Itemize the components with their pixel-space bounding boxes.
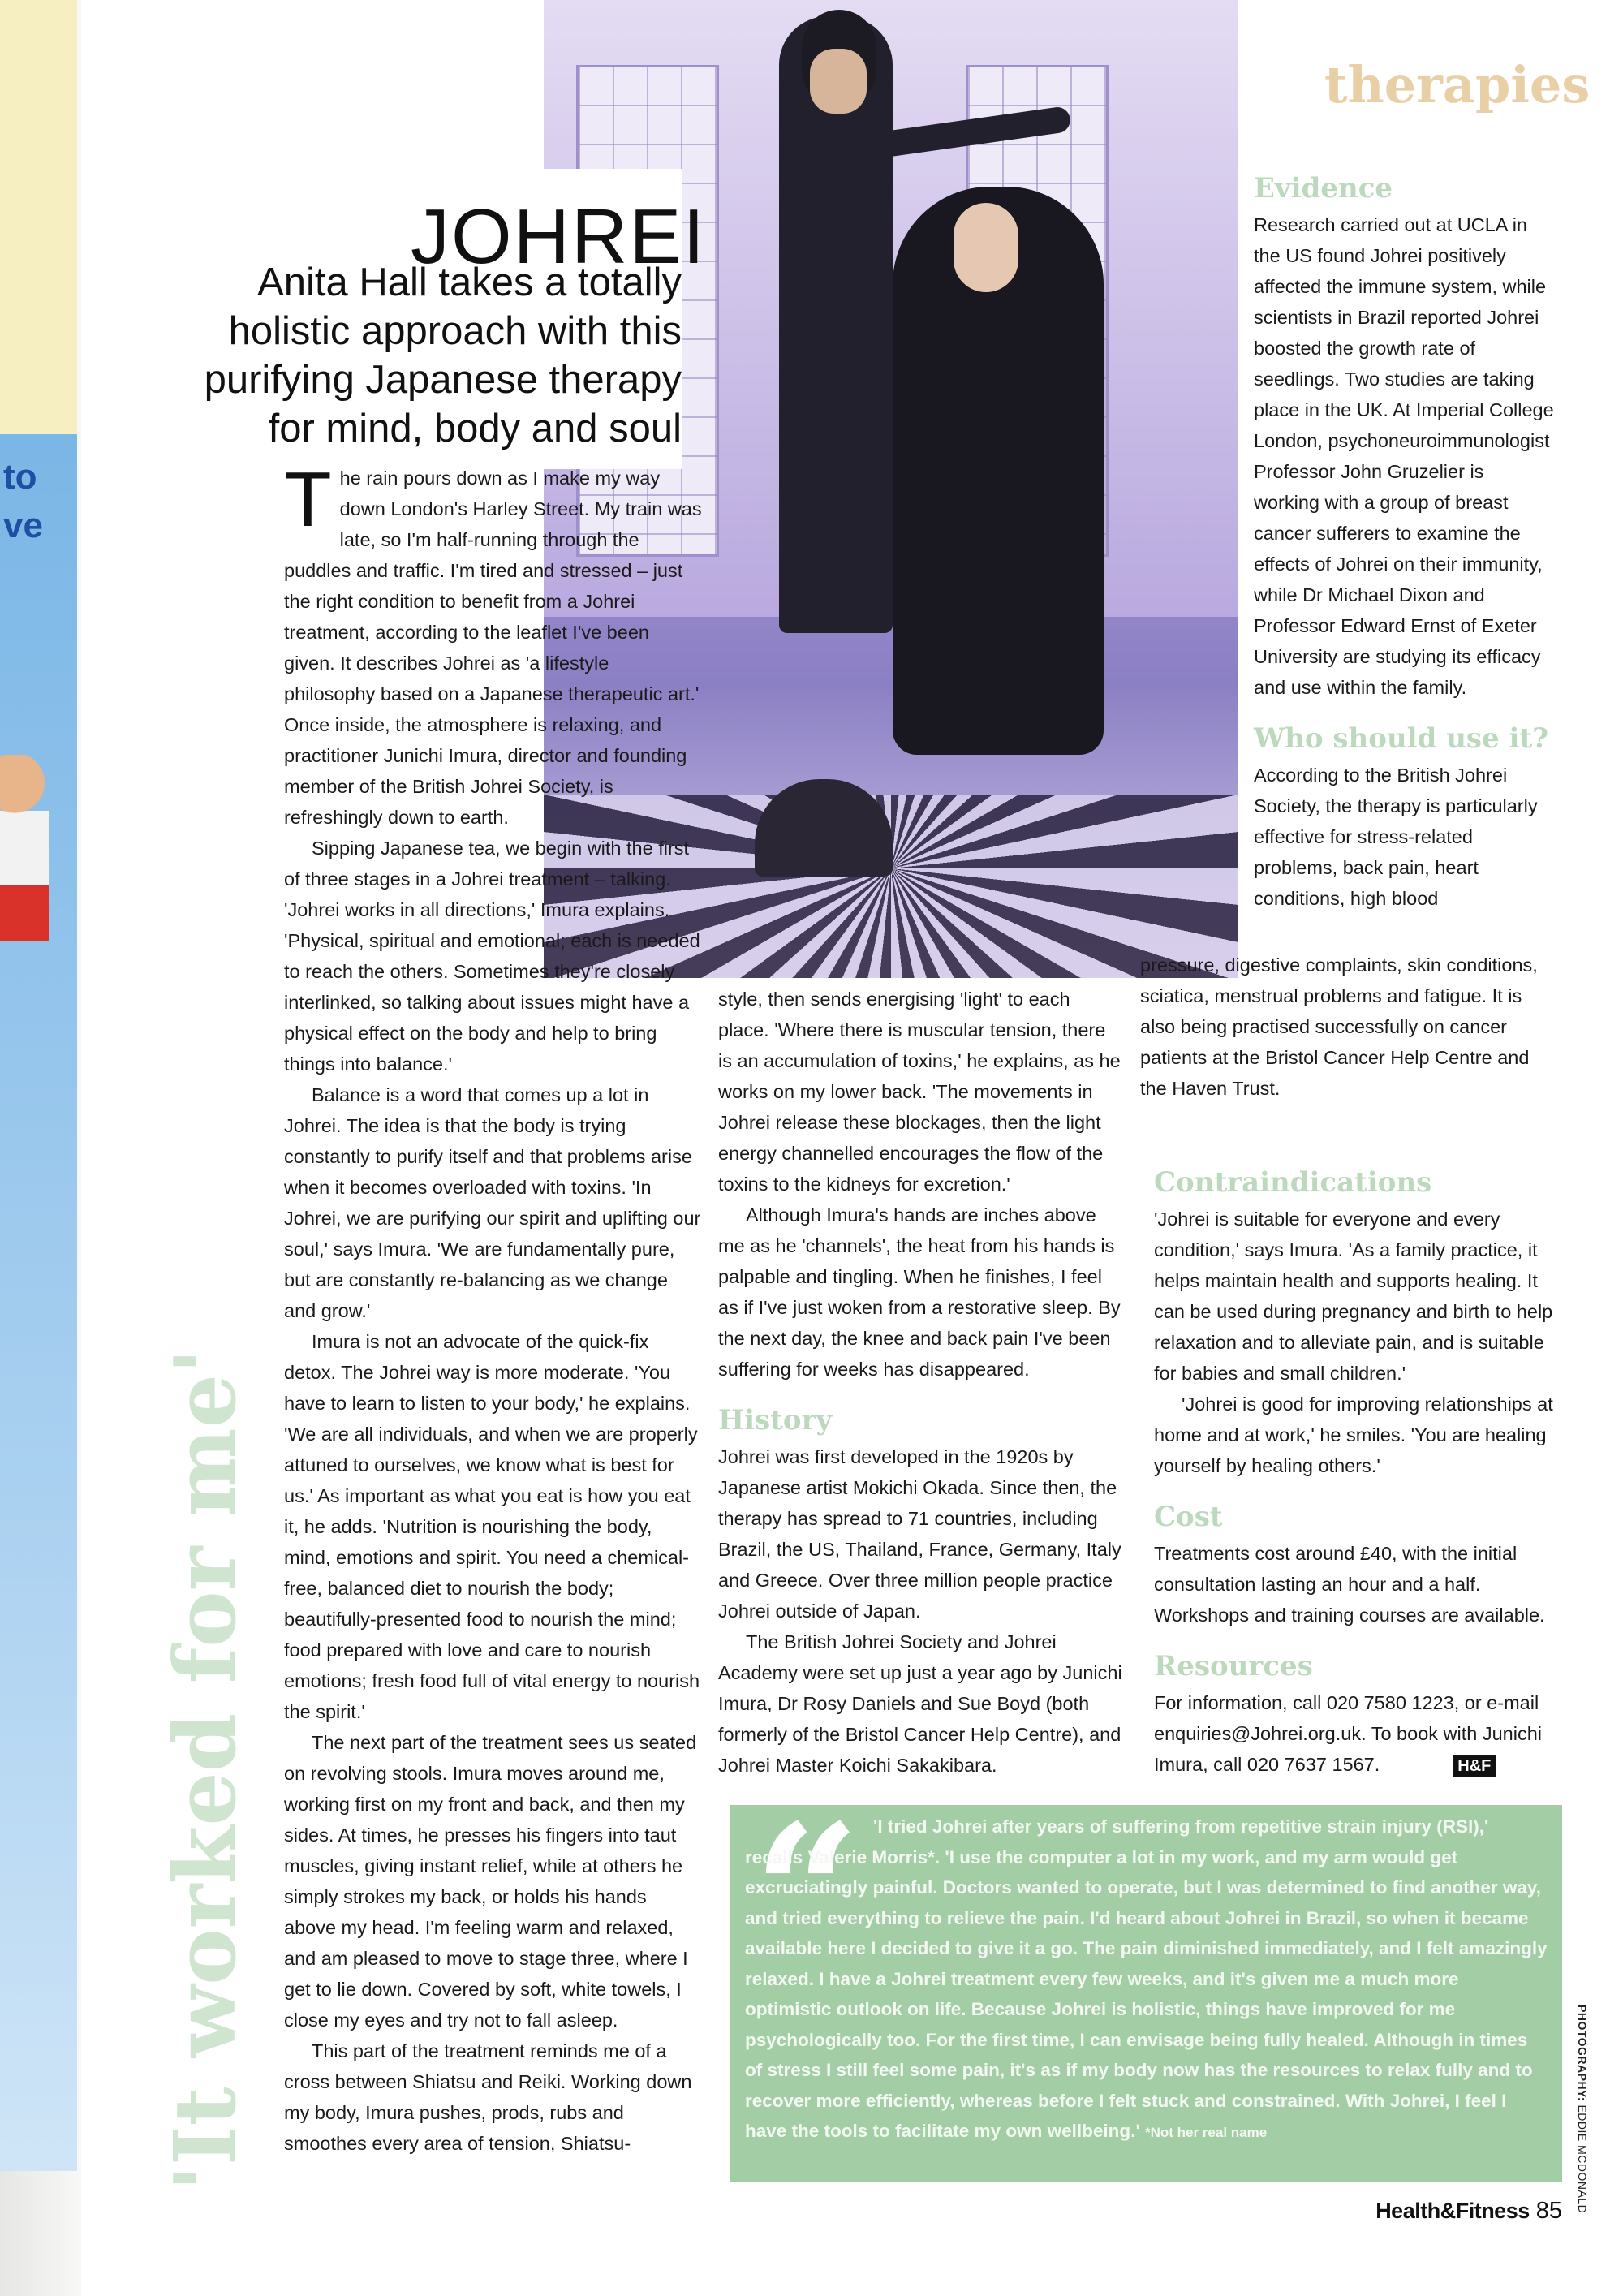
article-column-2	[718, 984, 1124, 1781]
paragraph: For information, call 020 7580 1223, or e-mail enquiries@Johrei.org.uk. To book with Junichi Imura, call 020 7637 1567.	[1154, 1692, 1543, 1775]
page-footer	[1307, 2198, 1562, 2225]
paragraph: he rain pours down as I make my way down London's Harley Street. My train was late, so I'm half-running through the puddles and traffic. I'm tired and stressed – just the right condition to benefit from a Johrei treatment, according to the leaflet I've been given. It describes Johrei as 'a lifestyle philosophy based on a Japanese therapeutic art.' Once inside, the atmosphere is relaxing, and practitioner Junichi Imura, director and founding member of the British Johrei Society, is refreshingly down to earth.	[284, 467, 702, 828]
photo-client-face	[954, 203, 1018, 292]
facing-page-blue-block	[0, 434, 77, 2171]
photo-stool	[755, 779, 893, 877]
article-standfirst: Anita Hall takes a totally holistic approach with this purifying Japanese therapy for mind, body and soul	[204, 261, 682, 450]
facing-page-yellow-block	[0, 0, 77, 434]
end-mark-badge: H&F	[1453, 1755, 1496, 1777]
facing-page-edge	[0, 0, 77, 2296]
paragraph: The British Johrei Society and Johrei Academy were set up just a year ago by Junichi Imura, Dr Rosy Daniels and Sue Boyd (both formerly of the Bristol Cancer Help Centre), and Johrei Master Koichi Sakakibara.	[718, 1631, 1122, 1776]
magazine-name: Health&Fitness	[1375, 2199, 1530, 2223]
paragraph: According to the British Johrei Society, the therapy is particularly effective for stress-related problems, back pain, heart conditions, high blood	[1254, 765, 1538, 909]
sidebar-column-top	[1254, 170, 1554, 914]
testimonial-heading: 'It worked for me'	[155, 1348, 255, 2191]
photo-credit-name: EDDIE MCDONALD	[1576, 2104, 1589, 2214]
facing-page-text-2: ve	[3, 506, 43, 545]
paragraph: 'Johrei is good for improving relationships at home and at work,' he smiles. 'You are healing yourself by healing others.'	[1154, 1394, 1553, 1476]
facing-page-text-1: to	[3, 457, 37, 497]
quote-mark-icon: “	[753, 1784, 861, 2003]
who-should-use-heading: Who should use it?	[1254, 722, 1549, 755]
paragraph: Imura is not an advocate of the quick-fix detox. The Johrei way is more moderate. 'You have to learn to listen to your body,' he explains. 'We are all individuals, and when we are properly attuned to ourselves, we know what is best for us.' As important as what you eat is how you eat it, he adds. 'Nutrition is nourishing the body, mind, emotions and spirit. You need a chemical-free, balanced diet to nourish the body; beautifully-presented food to nourish the mind; food prepared with love and care to nourish emotions; fresh food full of vital energy to nourish the spirit.'	[284, 1331, 700, 1722]
page-number: 85	[1535, 2198, 1562, 2224]
paragraph: Johrei was first developed in the 1920s by Japanese artist Mokichi Okada. Since then, the therapy has spread to 71 countries, including Brazil, the US, Thailand, France, Germany, Italy and Greece. Over three million people practice Johrei outside of Japan.	[718, 1446, 1121, 1622]
photo-credit-label: PHOTOGRAPHY:	[1576, 2005, 1589, 2102]
sidebar-column-bottom	[1154, 1165, 1560, 1780]
article-title: JOHREI	[411, 193, 707, 280]
testimonial-text	[745, 1811, 1548, 2148]
paragraph: Research carried out at UCLA in the US found Johrei positively affected the immune system, while scientists in Brazil reported Johrei boosted the growth rate of seedlings. Two studies are taking place in the UK. At Imperial College London, psychoneuroimmunologist Professor John Gruzelier is working with a group of breast cancer sufferers to examine the effects of Johrei on their immunity, while Dr Michael Dixon and Professor Edward Ernst of Exeter University are studying its efficacy and use within the family.	[1254, 214, 1554, 698]
paragraph: Treatments cost around £40, with the initial consultation lasting an hour and a half. Workshops and training courses are available.	[1154, 1543, 1545, 1626]
paragraph: 'Johrei is suitable for everyone and every condition,' says Imura. 'As a family practice, it helps maintain health and supports healing. It can be used during pregnancy and birth to help relaxation and to alleviate pain, and is suitable for babies and small children.'	[1154, 1208, 1553, 1384]
evidence-heading: Evidence	[1254, 172, 1393, 205]
resources-heading: Resources	[1154, 1650, 1313, 1682]
section-label: therapies	[1324, 55, 1591, 114]
cost-heading: Cost	[1154, 1501, 1223, 1533]
testimonial-body: 'I tried Johrei after years of suffering from repetitive strain injury (RSI),' recalls Valerie Morris*. 'I use the computer a lot in my work, and my arm would get excruciatingly painful. Doctors wanted to operate, but I was determined to find another way, and tried everything to relieve the pain. I'd heard about Johrei in Brazil, so when it became available here I decided to give it a go. The pain diminished immediately, and I felt amazingly relaxed. I have a Johrei treatment every few weeks, and it's given me a much more optimistic outlook on life. Because Johrei is holistic, things have improved for me psychologically too. For the first time, I can envisage being fully healed. Although in times of stress I still feel some pain, it's as if my body now has the resources to relax fully and to recover more efficiently, whereas before I felt stuck and constrained. With Johrei, I feel I have the tools to facilitate my own wellbeing.'	[745, 1816, 1548, 2141]
testimonial-footnote: *Not her real name	[1144, 2125, 1268, 2140]
contraindications-heading: Contraindications	[1154, 1166, 1432, 1199]
paragraph: Although Imura's hands are inches above me as he 'channels', the heat from his hands is palpable and tingling. When he finishes, I feel as if I've just woken from a restorative sleep. By the next day, the knee and back pain I've been suffering for weeks has disappeared.	[718, 1204, 1121, 1380]
sidebar-column-middle	[1140, 950, 1558, 1104]
paragraph: Balance is a word that comes up a lot in Johrei. The idea is that the body is trying constantly to purify itself and that problems arise when it becomes overloaded with toxins. 'In Johrei, we are purifying our spirit and uplifting our soul,' says Imura. 'We are fundamentally pure, but are constantly re-balancing as we change and grow.'	[284, 1084, 701, 1321]
paragraph: pressure, digestive complaints, skin conditions, sciatica, menstrual problems and fatigue. It is also being practised successfully on cancer patients at the Bristol Cancer Help Centre and the Haven Trust.	[1140, 954, 1538, 1099]
photo-practitioner-face	[810, 49, 867, 114]
paragraph: style, then sends energising 'light' to each place. 'Where there is muscular tension, there is an accumulation of toxins,' he explains, as he works on my lower back. 'The movements in Johrei release these blockages, then the light energy channelled encourages the flow of the toxins to the kidneys for excretion.'	[718, 989, 1121, 1195]
photo-credit	[1576, 2005, 1589, 2213]
article-column-1	[284, 456, 702, 2159]
paragraph: Sipping Japanese tea, we begin with the first of three stages in a Johrei treatment – talking. 'Johrei works in all directions,' Imura explains. 'Physical, spiritual and emotional; each is needed to reach the others. Sometimes they're closely interlinked, so talking about issues might have a physical effect on the body and help to bring things into balance.'	[284, 838, 700, 1075]
drop-cap: T	[284, 456, 332, 543]
paragraph: This part of the treatment reminds me of a cross between Shiatsu and Reiki. Working down my body, Imura pushes, prods, rubs and smoothes every area of tension, Shiatsu-	[284, 2040, 692, 2154]
paragraph: The next part of the treatment sees us seated on revolving stools. Imura moves around me, working first on my front and back, and then my sides. At times, he presses his fingers into taut muscles, giving instant relief, while at others he simply strokes my back, or holds his hands above my head. I'm feeling warm and relaxed, and am pleased to move to stage three, where I get to lie down. Covered by soft, white towels, I close my eyes and try not to fall asleep.	[284, 1732, 697, 2031]
facing-page-photo-fragment	[0, 755, 49, 941]
history-heading: History	[718, 1404, 833, 1437]
